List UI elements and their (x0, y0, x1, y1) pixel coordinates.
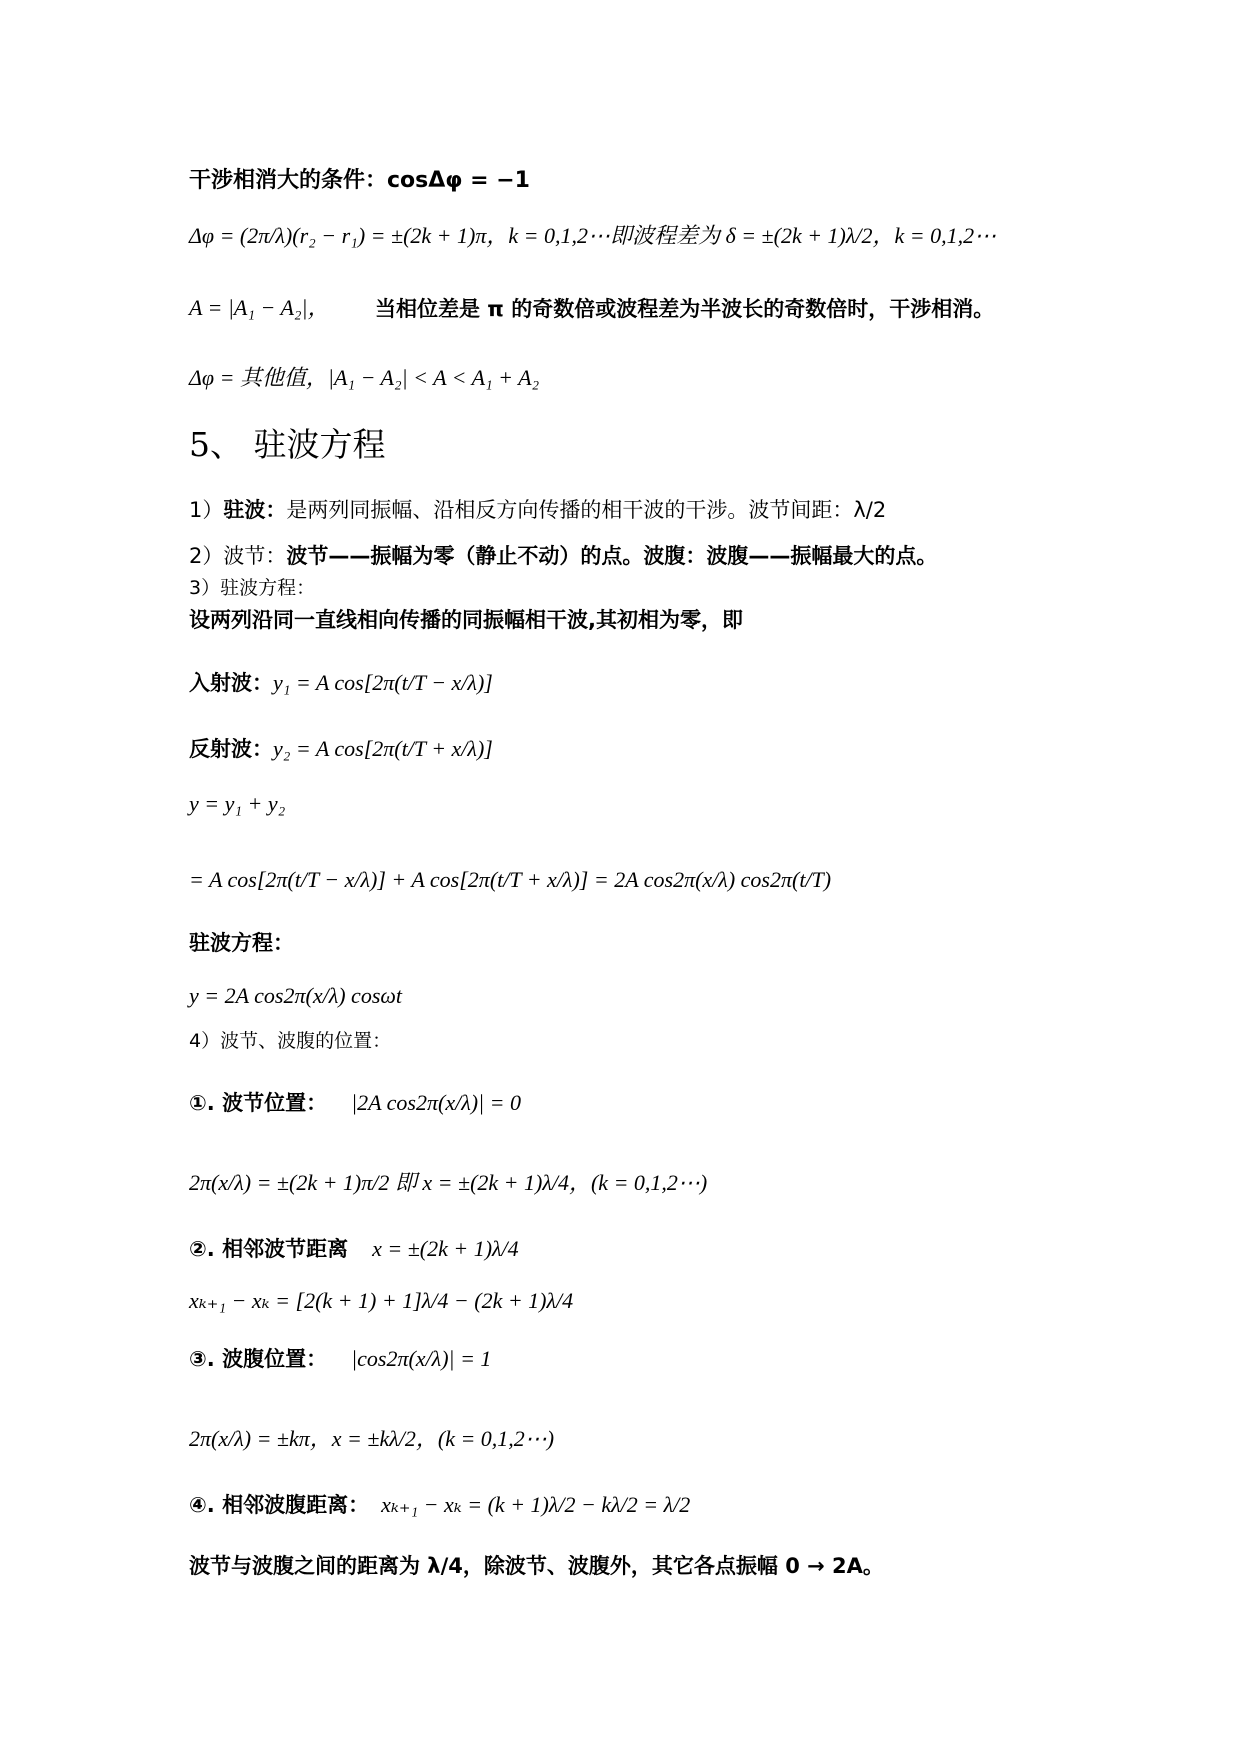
subheading-node-antinode-positions: 4）波节、波腹的位置： (189, 1030, 392, 1052)
other-phase-amplitude-range: Δφ = 其他值，|A₁ − A₂| < A < A₁ + A₂ (189, 365, 540, 390)
standing-wave-equation: y = 2A cos2π(x/λ) cosωt (189, 983, 403, 1008)
adjacent-node-formula: x = ±(2k + 1)λ/4 (372, 1236, 519, 1261)
incident-wave-label: 入射波： (189, 671, 273, 695)
node-antinode-distance-summary: 波节与波腹之间的距离为 λ/4，除波节、波腹外，其它各点振幅 0 → 2A。 (189, 1554, 884, 1578)
subheading-standing-wave-equation: 3）驻波方程： (189, 577, 316, 599)
phase-difference-equation: Δφ = (2π/λ)(r₂ − r₁) = ±(2k + 1)π，k = 0,1,2⋯即波程差为 δ = ±(2k + 1)λ/2，k = 0,1,2⋯ (189, 223, 997, 248)
destructive-interference-statement: 当相位差是 π 的奇数倍或波程差为半波长的奇数倍时，干涉相消。 (375, 297, 995, 321)
adjacent-node-distance-label: ②. 相邻波节距离 (189, 1237, 349, 1261)
adjacent-antinode-distance-line (189, 1494, 690, 1516)
item-number: 1） (189, 498, 224, 522)
destructive-condition-line: 干涉相消大的条件：cosΔφ = −1 (189, 168, 530, 193)
antinode-position-line (189, 1348, 491, 1370)
standing-wave-definition: 是两列同振幅、沿相反方向传播的相干波的干涉。波节间距：λ/2 (286, 498, 887, 522)
node-position-solution: 2π(x/λ) = ±(2k + 1)π/2 即 x = ±(2k + 1)λ/4，(k = 0,1,2⋯) (189, 1170, 708, 1195)
incident-wave-line (189, 672, 493, 694)
standing-wave-definition-line (189, 500, 886, 521)
node-position-condition: |2A cos2π(x/λ)| = 0 (351, 1090, 521, 1115)
section-heading-standing-wave-equation: 5、 驻波方程 (189, 425, 386, 464)
adjacent-antinode-distance-label: ④. 相邻波腹距离： (189, 1493, 370, 1517)
node-antinode-definition-line (189, 546, 937, 567)
node-antinode-definition: 波节——振幅为零（静止不动）的点。波腹：波腹——振幅最大的点。 (286, 544, 938, 568)
adjacent-node-distance-line (189, 1238, 519, 1260)
assumption-statement: 设两列沿同一直线相向传播的同振幅相干波,其初相为零，即 (189, 608, 743, 632)
superposition-equation: y = y₁ + y₂ (189, 791, 286, 816)
reflected-wave-line (189, 738, 493, 760)
standing-wave-equation-label: 驻波方程： (189, 931, 294, 955)
superposition-expansion: = A cos[2π(t/T − x/λ)] + A cos[2π(t/T + x/λ)] = 2A cos2π(x/λ) cos2π(t/T) (189, 867, 832, 892)
amplitude-difference-formula: A = |A₁ − A₂|， (189, 295, 330, 320)
adjacent-antinode-difference: xₖ₊₁ − xₖ = (k + 1)λ/2 − kλ/2 = λ/2 (381, 1492, 691, 1517)
antinode-position-solution: 2π(x/λ) = ±kπ，x = ±kλ/2，(k = 0,1,2⋯) (189, 1426, 555, 1451)
incident-wave-equation: y₁ = A cos[2π(t/T − x/λ)] (273, 670, 493, 695)
reflected-wave-equation: y₂ = A cos[2π(t/T + x/λ)] (273, 736, 493, 761)
node-position-label: ①. 波节位置： (189, 1091, 328, 1115)
term-standing-wave: 驻波： (223, 498, 287, 522)
antinode-position-condition: |cos2π(x/λ)| = 1 (351, 1346, 492, 1371)
reflected-wave-label: 反射波： (189, 737, 273, 761)
term-node: 2）波节： (189, 544, 287, 568)
antinode-position-label: ③. 波腹位置： (189, 1347, 328, 1371)
node-position-line (189, 1092, 521, 1114)
adjacent-node-difference: xₖ₊₁ − xₖ = [2(k + 1) + 1]λ/4 − (2k + 1)λ/4 (189, 1288, 574, 1313)
